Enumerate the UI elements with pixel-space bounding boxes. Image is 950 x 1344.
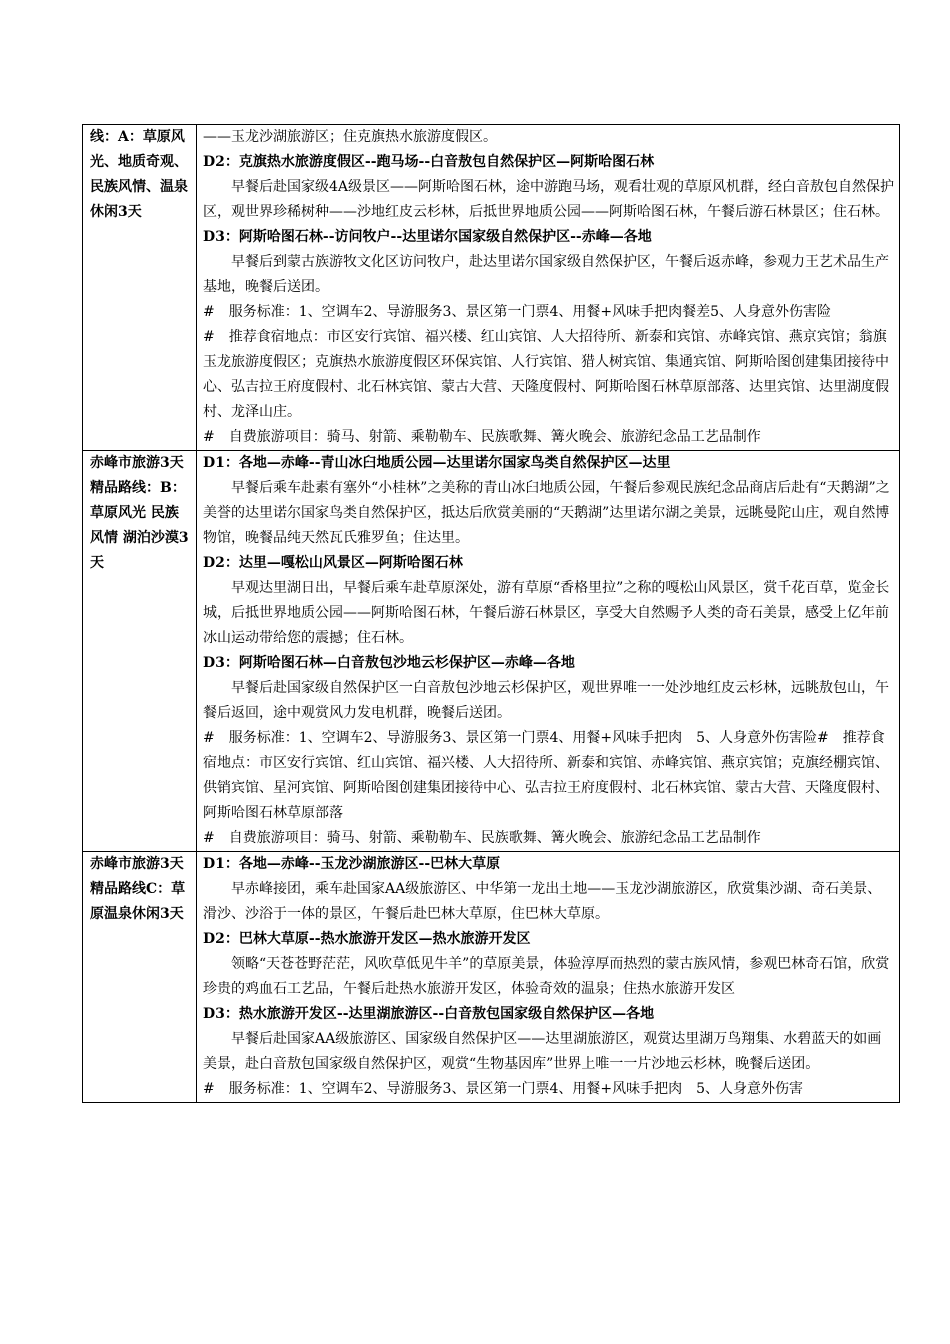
route-note: ——玉龙沙湖旅游区；住克旗热水旅游度假区。 xyxy=(203,129,497,145)
route-note: # 自费旅游项目：骑马、射箭、乘勒勒车、民族歌舞、篝火晚会、旅游纪念品工艺品制作 xyxy=(203,429,761,445)
route-name: 赤峰市旅游3天精品路线：B：草原风光 民族风情 湖泊沙漠3天 xyxy=(83,451,197,852)
day-description: 早餐后乘车赴素有塞外“小桂林”之美称的青山冰臼地质公园，午餐后参观民族纪念品商店后赴有“天鹅湖”之美誉的达里诺尔国家鸟类自然保护区，抵达后欣赏美丽的“天鹅湖”达里诺尔湖之美景，远眺曼陀山庄，观自然博物馆，晚餐品纯天然瓦氏雅罗鱼；住达里。 xyxy=(203,480,890,546)
day-heading: D1：各地—赤峰--青山冰臼地质公园—达里诺尔国家鸟类自然保护区—达里 xyxy=(203,455,671,471)
route-name: 赤峰市旅游3天精品路线C：草原温泉休闲3天 xyxy=(83,852,197,1103)
day-description: 早餐后赴国家级自然保护区一白音敖包沙地云杉保护区，观世界唯一一处沙地红皮云杉林，远眺敖包山，午餐后返回，途中观赏风力发电机群，晚餐后送团。 xyxy=(203,680,889,721)
route-note: # 服务标准：1、空调车2、导游服务3、景区第一门票4、用餐+风味手把肉 5、人身意外伤害险# 推荐食宿地点：市区安行宾馆、红山宾馆、福兴楼、人大招待所、新泰和宾馆、赤峰宾馆、燕京宾馆；克旗经棚宾馆、供销宾馆、星河宾馆、阿斯哈图创建集团接待中心、弘吉拉王府度假村、北石林宾馆、蒙古大营、天隆度假村、阿斯哈图石林草原部落 xyxy=(203,730,889,821)
route-note: # 自费旅游项目：骑马、射箭、乘勒勒车、民族歌舞、篝火晚会、旅游纪念品工艺品制作 xyxy=(203,830,761,846)
day-heading: D1：各地—赤峰--玉龙沙湖旅游区--巴林大草原 xyxy=(203,856,501,872)
day-description: 领略“天苍苍野茫茫，风吹草低见牛羊”的草原美景，体验淳厚而热烈的蒙古族风情，参观巴林奇石馆，欣赏珍贵的鸡血石工艺品，午餐后赴热水旅游开发区，体验奇效的温泉；住热水旅游开发区 xyxy=(203,956,890,997)
day-heading: D3：热水旅游开发区--达里湖旅游区--白音敖包国家级自然保护区—各地 xyxy=(203,1006,655,1022)
route-content xyxy=(197,852,900,1103)
day-description: 早餐后赴国家级4A级景区——阿斯哈图石林，途中游跑马场，观看壮观的草原风机群，经白音敖包自然保护区，观世界珍稀树种——沙地红皮云杉林，后抵世界地质公园——阿斯哈图石林，午餐后游石林景区；住石林。 xyxy=(203,179,895,220)
route-note: # 服务标准：1、空调车2、导游服务3、景区第一门票4、用餐+风味手把肉 5、人身意外伤害 xyxy=(203,1081,803,1097)
day-heading: D2：克旗热水旅游度假区--跑马场--白音敖包自然保护区—阿斯哈图石林 xyxy=(203,154,655,170)
day-heading: D2：达里—嘎松山风景区—阿斯哈图石林 xyxy=(203,555,463,571)
route-row xyxy=(83,125,900,451)
route-name: 线：A：草原风光、地质奇观、民族风情、温泉休闲3天 xyxy=(83,125,197,451)
day-heading: D3：阿斯哈图石林--访问牧户--达里诺尔国家级自然保护区--赤峰—各地 xyxy=(203,229,652,245)
day-heading: D3：阿斯哈图石林—白音敖包沙地云杉保护区—赤峰—各地 xyxy=(203,655,575,671)
day-description: 早餐后赴国家AA级旅游区、国家级自然保护区——达里湖旅游区，观赏达里湖万鸟翔集、水碧蓝天的如画美景，赴白音敖包国家级自然保护区，观赏“生物基因库”世界上唯一一片沙地云杉林，晚餐后送团。 xyxy=(203,1031,882,1072)
route-content xyxy=(197,125,900,451)
route-note: # 服务标准：1、空调车2、导游服务3、景区第一门票4、用餐+风味手把肉餐差5、人身意外伤害险 xyxy=(203,304,831,320)
itinerary-table xyxy=(82,124,900,1103)
route-note: # 推荐食宿地点：市区安行宾馆、福兴楼、红山宾馆、人大招待所、新泰和宾馆、赤峰宾馆、燕京宾馆；翁旗玉龙旅游度假区；克旗热水旅游度假区环保宾馆、人行宾馆、猎人树宾馆、集通宾馆、阿斯哈图创建集团接待中心、弘吉拉王府度假村、北石林宾馆、蒙古大营、天隆度假村、阿斯哈图石林草原部落、达里宾馆、达里湖度假村、龙泽山庄。 xyxy=(203,329,889,420)
day-description: 早观达里湖日出，早餐后乘车赴草原深处，游有草原“香格里拉”之称的嘎松山风景区，赏千花百草，览金长城，后抵世界地质公园——阿斯哈图石林，午餐后游石林景区，享受大自然赐予人类的奇石美景，感受上亿年前冰山运动带给您的震撼；住石林。 xyxy=(203,580,890,646)
route-row xyxy=(83,852,900,1103)
day-description: 早餐后到蒙古族游牧文化区访问牧户，赴达里诺尔国家级自然保护区，午餐后返赤峰，参观力王艺术品生产基地，晚餐后送团。 xyxy=(203,254,889,295)
route-content xyxy=(197,451,900,852)
day-heading: D2：巴林大草原--热水旅游开发区—热水旅游开发区 xyxy=(203,931,531,947)
day-description: 早赤峰接团，乘车赴国家AA级旅游区、中华第一龙出土地——玉龙沙湖旅游区，欣赏集沙湖、奇石美景、滑沙、沙浴于一体的景区，午餐后赴巴林大草原，住巴林大草原。 xyxy=(203,881,882,922)
route-row xyxy=(83,451,900,852)
